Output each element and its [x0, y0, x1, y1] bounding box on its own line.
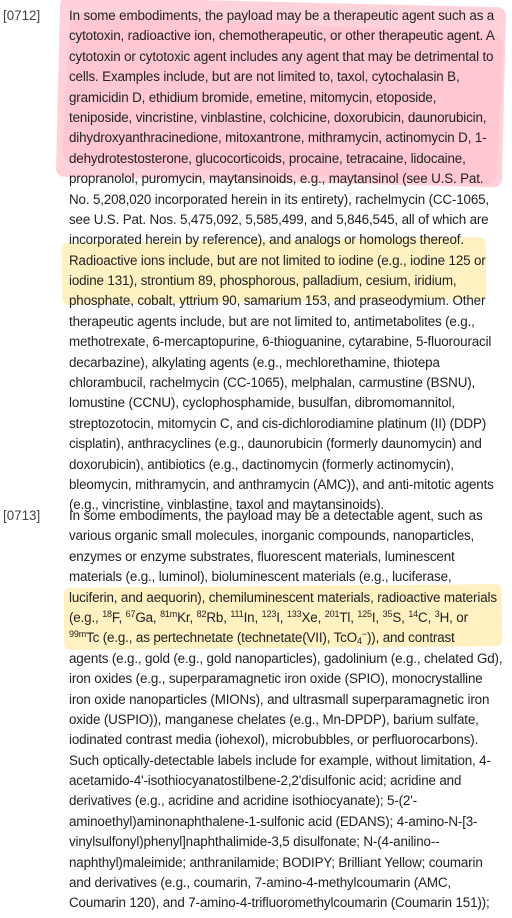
- text-line: bleomycin, mithramycin, and anthramycin (AMC)), and anti-mitotic agents: [69, 476, 494, 492]
- text-line: iodine 131), strontium 89, phosphorous, palladium, cesium, iridium,: [69, 273, 457, 289]
- text-line: cytotoxin, radioactive ion, chemotherapeutic, or other therapeutic agent. A: [69, 28, 495, 44]
- technetium-line: [69, 628, 509, 648]
- isotope-separator: ,: [375, 609, 383, 625]
- text-line: propranolol, puromycin, maytansinoids, e.g., maytansinol (see U.S. Pat.: [69, 171, 484, 187]
- isotope-symbol: Tc: [86, 630, 100, 646]
- text-line: various organic small molecules, inorganic compounds, nanoparticles,: [69, 528, 475, 544]
- text-line: Coumarin 120), and 7-amino-4-trifluoromethylcoumarin (Coumarin 151));: [69, 895, 490, 911]
- text-line: acetamido-4'-isothiocyanatostilbene-2,2'disulfonic acid; acridine and: [69, 773, 462, 789]
- text-line: No. 5,208,020 incorporated herein in its entirety), rachelmycin (CC-1065,: [69, 191, 489, 207]
- paragraph-body: [69, 506, 509, 914]
- isotope-mass: 99m: [69, 629, 87, 640]
- text-line: phosphate, cobalt, yttrium 90, samarium 153, and praseodymium. Other: [69, 293, 486, 309]
- text-line: vinylsulfonyl)phenyl]naphthalimide-3,5 disulfonate; N-(4-anilino--: [69, 834, 440, 850]
- isotope-separator: ,: [401, 609, 409, 625]
- isotope-symbol: I: [371, 609, 376, 625]
- isotope-symbol: Ga: [135, 609, 153, 625]
- text-fragment: (e.g., as pertechnetate (technetate(VII), TcO: [99, 630, 357, 646]
- text-line: cytotoxin or cytotoxic agent includes any agent that may be detrimental to: [69, 48, 494, 64]
- text-line: teniposide, vincristine, vinblastine, colchicine, doxorubicin, daunorubicin,: [69, 109, 487, 125]
- isotope-mass: 125: [357, 608, 372, 619]
- isotope-symbol: Rb: [206, 609, 224, 625]
- text-line: methotrexate, 6-mercaptopurine, 6-thioguanine, cytarabine, 5-fluorouracil: [69, 334, 492, 350]
- isotope-mass: 111: [230, 608, 244, 619]
- text-line: see U.S. Pat. Nos. 5,475,092, 5,585,499, and 5,846,545, all of which are: [69, 211, 489, 227]
- text-line: gramicidin D, ethidium bromide, emetine, mitomycin, etoposide,: [69, 89, 437, 105]
- isotope-symbol: Tl: [339, 609, 351, 625]
- text-line: dehydrotestosterone, glucocorticoids, procaine, tetracaine, lidocaine,: [69, 150, 466, 166]
- isotope-line: [69, 608, 509, 628]
- isotope-mass: 133: [286, 608, 302, 619]
- text-line: dihydroxyanthracinedione, mitoxantrone, mithramycin, actinomycin D, 1-: [69, 130, 487, 146]
- isotope-symbol: Xe: [301, 609, 318, 625]
- text-line: doxorubicin), antibiotics (e.g., dactinomycin (formerly actinomycin),: [69, 456, 454, 472]
- text-line: iron oxides (e.g., superparamagnetic iron oxide (SPIO), monocrystalline: [69, 671, 483, 687]
- text-line: cisplatin), anthracyclines (e.g., daunorubicin (formerly daunomycin) and: [69, 436, 482, 452]
- isotope-symbol: In: [243, 609, 255, 625]
- text-line: aminoethyl)aminonaphthalene-1-sulfonic acid (EDANS); 4-amino-N-[3-: [69, 813, 478, 829]
- paragraph-body: [69, 6, 509, 516]
- isotope-separator: ,: [152, 609, 161, 625]
- isotope-separator: ,: [189, 609, 197, 625]
- superscript: −: [361, 629, 367, 640]
- text-line: oxide (USPIO)), manganese chelates (e.g., Mn-DPDP), barium sulfate,: [69, 711, 479, 727]
- text-line: Such optically-detectable labels include for example, without limitation, 4-: [69, 752, 491, 768]
- text-line: derivatives (e.g., acridine and acridine isothiocyanate); 5-(2'-: [69, 793, 417, 809]
- isotope-mass: 3: [434, 608, 440, 619]
- text-line: agents (e.g., gold (e.g., gold nanoparticles), gadolinium (e.g., chelated Gd),: [69, 650, 503, 666]
- paragraph-number: [0713]: [3, 508, 41, 523]
- isotope-separator: ,: [118, 609, 126, 625]
- text-fragment: )), and contrast: [366, 630, 455, 646]
- text-line: materials (e.g., luminol), bioluminescent materials (e.g., luciferase,: [69, 569, 452, 585]
- isotope-symbol: C: [418, 609, 428, 625]
- text-line: chlorambucil, rachelmycin (CC-1065), melphalan, carmustine (BSNU),: [69, 375, 476, 391]
- text-line: iron oxide nanoparticles (MIONs), and ultrasmall superparamagnetic iron: [69, 691, 490, 707]
- isotope-mass: 82: [196, 608, 207, 619]
- text-line: enzymes or enzyme substrates, fluorescent materials, luminescent: [69, 548, 455, 564]
- isotope-symbol: S: [392, 609, 402, 625]
- paragraph-number: [0712]: [3, 8, 41, 23]
- text-line: and derivatives (e.g., coumarin, 7-amino-4-methylcoumarin (AMC,: [69, 875, 451, 891]
- text-line: (e.g., vincristine, vinblastine, taxol and maytansinoids).: [69, 497, 385, 513]
- isotope-mass: 81m: [160, 608, 178, 619]
- text-fragment: (e.g.,: [69, 609, 103, 625]
- text-line: incorporated herein by reference), and analogs or homologs thereof.: [69, 232, 464, 248]
- isotope-separator: ,: [317, 609, 325, 625]
- isotope-symbol: H: [439, 609, 450, 625]
- text-line: naphthyl)maleimide; anthranilamide; BODIPY; Brilliant Yellow; coumarin: [69, 854, 483, 870]
- text-line: streptozotocin, mitomycin C, and cis-dichlorodiamine platinum (II) (DDP): [69, 415, 487, 431]
- isotope-separator: ,: [279, 609, 287, 625]
- subscript: 4: [356, 636, 362, 647]
- text-line: In some embodiments, the payload may be a detectable agent, such as: [69, 508, 483, 523]
- text-line: iodinated contrast media (iohexol), microbubbles, or perfluorocarbons).: [69, 732, 479, 748]
- isotope-separator: ,: [223, 609, 231, 625]
- text-line: decarbazine), alkylating agents (e.g., mechlorethamine, thiotepa: [69, 354, 440, 370]
- text-line: Radioactive ions include, but are not limited to iodine (e.g., iodine 125 or: [69, 252, 486, 268]
- isotope-mass: 35: [382, 608, 393, 619]
- isotope-symbol: F: [111, 609, 119, 625]
- isotope-symbol: Kr: [177, 609, 190, 625]
- isotope-separator: , or: [449, 609, 468, 625]
- isotope-symbol: I: [276, 609, 280, 625]
- text-line: luciferin, and aequorin), chemiluminescent materials, radioactive materials: [69, 589, 497, 605]
- isotope-mass: 14: [408, 608, 419, 619]
- isotope-mass: 18: [102, 608, 112, 619]
- text-line: lomustine (CCNU), cyclophosphamide, busulfan, dibromomannitol,: [69, 395, 455, 411]
- text-line: cells. Examples include, but are not limited to, taxol, cytochalasin B,: [69, 69, 460, 85]
- isotope-mass: 123: [261, 608, 277, 619]
- isotope-separator: ,: [350, 609, 358, 625]
- isotope-mass: 201: [324, 608, 340, 619]
- text-line: therapeutic agents include, but are not limited to, antimetabolites (e.g.,: [69, 313, 475, 329]
- isotope-separator: ,: [427, 609, 435, 625]
- text-line: In some embodiments, the payload may be a therapeutic agent such as a: [69, 8, 495, 23]
- isotope-mass: 67: [125, 608, 136, 619]
- isotope-separator: ,: [254, 609, 262, 625]
